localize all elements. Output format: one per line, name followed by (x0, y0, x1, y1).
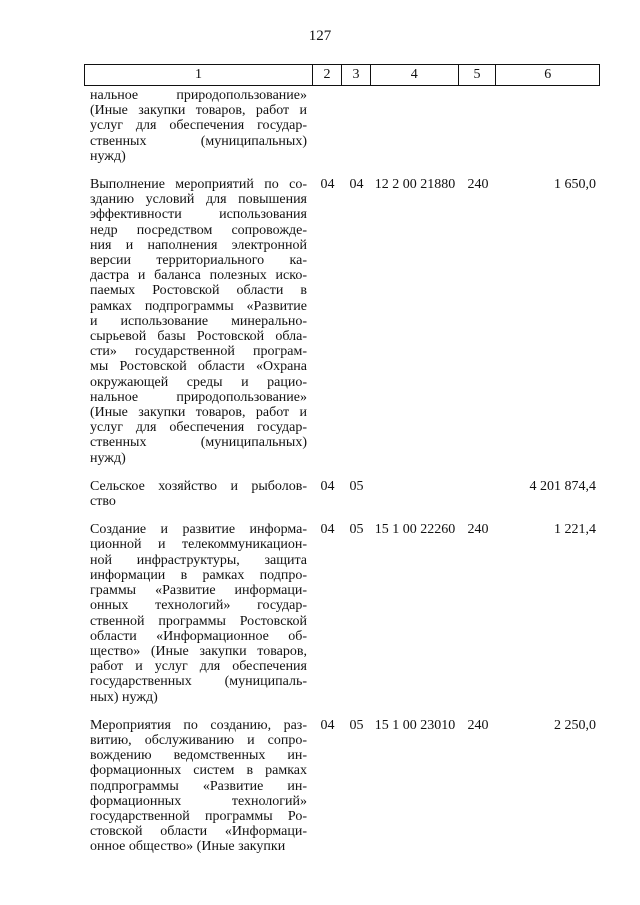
row-description (84, 88, 313, 164)
description-line: онное общество» (Иные закупки (90, 839, 286, 855)
description-line: ственных (муниципальных) (90, 435, 307, 451)
row-col-3: 05 (349, 478, 364, 494)
row-col-5: 240 (467, 177, 489, 193)
table-row (84, 522, 600, 704)
description-line: мы Ростовской области «Охрана (90, 359, 307, 375)
description-line: зданию условий для повышения (90, 192, 307, 208)
row-col-2: 04 (320, 522, 335, 538)
description-line: недр посредством сопровожде- (90, 222, 307, 238)
description-line: Выполнение мероприятий по со- (90, 177, 307, 193)
description-line: витию, обслуживанию и сопро- (90, 732, 307, 748)
table-row (84, 718, 600, 855)
header-col-5: 5 (459, 65, 497, 85)
table-row (84, 479, 600, 509)
header-col-2: 2 (313, 65, 342, 85)
description-line: дастра и баланса полезных иско- (90, 268, 307, 284)
description-line: формационных технологий» (90, 793, 307, 809)
row-col-3: 04 (349, 177, 364, 193)
description-line: услуг для обеспечения государ- (90, 420, 307, 436)
description-line: информации в рамках подпро- (90, 567, 307, 583)
description-line: ния и наполнения электронной (90, 237, 307, 253)
description-line: щество» (Иные закупки товаров, (90, 643, 307, 659)
description-line: нальное природопользование» (90, 389, 307, 405)
description-line: формационных систем в рамках (90, 763, 307, 779)
row-gap (84, 509, 600, 522)
row-col-3: 05 (349, 522, 364, 538)
description-line: ственных (муниципальных) (90, 133, 307, 149)
description-line: эффективности использования (90, 207, 307, 223)
row-col-4: 12 2 00 21880 (374, 177, 456, 193)
row-description (84, 479, 313, 509)
description-line: сырьевой базы Ростовской обла- (90, 329, 307, 345)
description-line: и использование минерально- (90, 313, 307, 329)
description-line: вождению ведомственных ин- (90, 748, 307, 764)
header-col-1: 1 (85, 65, 313, 85)
table-row (84, 177, 600, 466)
row-gap (84, 466, 600, 479)
row-gap (84, 705, 600, 718)
row-col-6: 2 250,0 (554, 717, 596, 733)
description-line: рамках подпрограммы «Развитие (90, 298, 307, 314)
row-col-6: 4 201 874,4 (529, 478, 596, 494)
row-col-2: 04 (320, 478, 335, 494)
table-header-row (84, 64, 600, 86)
description-line: граммы «Развитие информаци- (90, 583, 307, 599)
description-line: ной инфраструктуры, защита (90, 552, 307, 568)
description-line: Сельское хозяйство и рыболов- (90, 478, 307, 494)
description-line: области «Информационное об- (90, 628, 307, 644)
description-line: Мероприятия по созданию, раз- (90, 717, 307, 733)
description-line: работ и услуг для обеспечения (90, 659, 307, 675)
description-line: государственных (муниципаль- (90, 674, 307, 690)
description-line: версии территориального ка- (90, 253, 307, 269)
description-line: Создание и развитие информа- (90, 522, 307, 538)
row-col-6: 1 650,0 (554, 177, 596, 193)
row-col-5: 240 (467, 717, 489, 733)
header-col-4: 4 (371, 65, 459, 85)
table-body (84, 88, 600, 855)
row-col-2: 04 (320, 177, 335, 193)
description-line: (Иные закупки товаров, работ и (90, 103, 307, 119)
header-col-6: 6 (544, 67, 552, 82)
description-line: онных технологий» государ- (90, 598, 307, 614)
row-description (84, 718, 313, 855)
row-col-3: 05 (349, 717, 364, 733)
description-line: подпрограммы «Развитие ин- (90, 778, 307, 794)
description-line: нужд) (90, 450, 126, 466)
row-col-4: 15 1 00 23010 (374, 717, 456, 733)
description-line: услуг для обеспечения государ- (90, 118, 307, 134)
description-line: нужд) (90, 148, 126, 164)
description-line: нальное природопользование» (90, 88, 307, 103)
row-col-5: 240 (467, 522, 489, 538)
header-col-3: 3 (342, 65, 371, 85)
description-line: окружающей среды и рацио- (90, 374, 307, 390)
description-line: ственной программы Ростовской (90, 613, 307, 629)
description-line: ство (90, 494, 116, 510)
description-line: ных) нужд) (90, 689, 158, 705)
description-line: паемых Ростовской области в (90, 283, 307, 299)
description-line: ционной и телекоммуникацион- (90, 537, 307, 553)
row-description (84, 177, 313, 466)
table-row (84, 88, 600, 164)
description-line: государственной программы Ро- (90, 808, 307, 824)
description-line: (Иные закупки товаров, работ и (90, 405, 307, 421)
row-description (84, 522, 313, 704)
row-col-4: 15 1 00 22260 (374, 522, 456, 538)
row-gap (84, 164, 600, 177)
row-col-2: 04 (320, 717, 335, 733)
page-number: 127 (308, 28, 332, 44)
description-line: сти» государственной програм- (90, 344, 307, 360)
description-line: стовской области «Информаци- (90, 824, 307, 840)
row-col-6: 1 221,4 (554, 522, 596, 538)
